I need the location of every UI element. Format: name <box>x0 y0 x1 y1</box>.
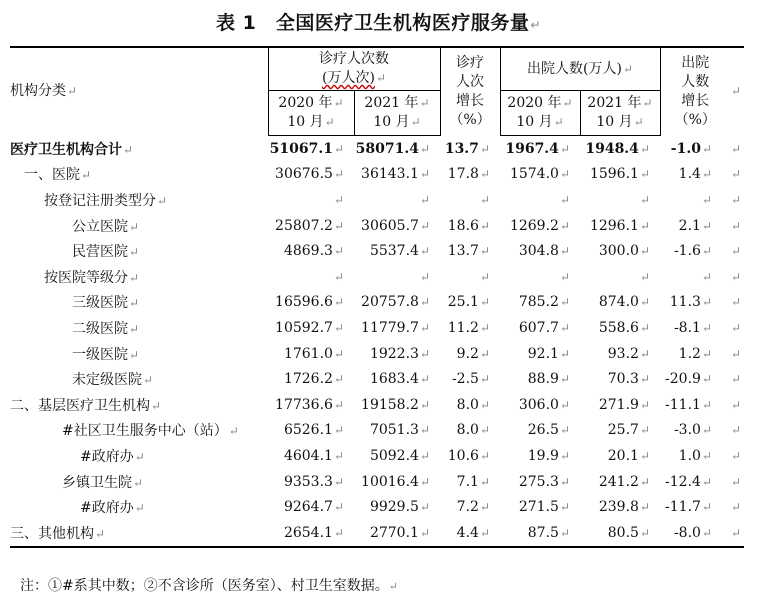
visits-2020: 9264.7↵ <box>283 499 344 516</box>
visits-2020: 16596.6↵ <box>275 294 344 311</box>
row-name: 按医院等级分↵ <box>44 269 140 286</box>
visits-2021: ↵ <box>419 192 430 207</box>
row-end-mark: ↵ <box>731 192 742 207</box>
visits-2020: ↵ <box>333 269 344 284</box>
visits-growth: 11.2↵ <box>447 319 490 336</box>
visits-2020: ↵ <box>333 192 344 207</box>
visits-growth: 7.1↵ <box>456 473 490 490</box>
row-end-mark: ↵ <box>731 448 742 463</box>
visits-2021: 9929.5↵ <box>369 499 430 516</box>
discharge-2020: 1574.0↵ <box>509 166 570 183</box>
discharge-2020: 19.9↵ <box>527 447 570 464</box>
discharge-2021: 93.2↵ <box>607 345 650 362</box>
row-name: 公立医院↵ <box>72 218 140 235</box>
discharge-growth: -1.0↵ <box>670 140 712 157</box>
table-title: 表 1 全国医疗卫生机构医疗服务量↵ <box>216 12 541 34</box>
table-row <box>10 238 744 264</box>
visits-growth: 25.1↵ <box>447 294 490 311</box>
visits-2021: 5092.4↵ <box>369 447 430 464</box>
discharge-2020: 785.2↵ <box>518 294 570 311</box>
row-name: 三级医院↵ <box>72 295 140 312</box>
visits-2020: 30676.5↵ <box>275 166 344 183</box>
table-row <box>10 136 744 162</box>
discharge-2021: 558.6↵ <box>598 319 650 336</box>
discharge-2020: 304.8↵ <box>518 243 570 260</box>
row-name: 三、其他机构↵ <box>10 520 268 547</box>
visits-growth: 9.2↵ <box>456 345 490 362</box>
discharge-2021: 239.8↵ <box>598 499 650 516</box>
row-name: 一、医院↵ <box>24 167 92 184</box>
discharge-2021: 20.1↵ <box>607 447 650 464</box>
discharge-2020: 607.7↵ <box>518 319 570 336</box>
visits-growth: 13.7↵ <box>447 243 490 260</box>
row-end-mark: ↵ <box>731 167 742 182</box>
discharge-2021: 300.0↵ <box>598 243 650 260</box>
visits-2021: 58071.4↵ <box>355 140 430 157</box>
discharge-2021: 70.3↵ <box>607 371 650 388</box>
row-end-mark: ↵ <box>731 320 742 335</box>
table-row <box>10 162 744 188</box>
discharge-growth: -12.4↵ <box>665 473 712 490</box>
row-end-mark: ↵ <box>731 372 742 387</box>
discharge-2020: 1269.2↵ <box>509 217 570 234</box>
header-visits-2021: 2021 年↵ 10 月↵ <box>354 91 440 136</box>
visits-2021: 10016.4↵ <box>361 473 430 490</box>
discharge-growth: ↵ <box>701 269 712 284</box>
row-end-mark: ↵ <box>731 423 742 438</box>
discharge-2021: 1296.1↵ <box>589 217 650 234</box>
table-row <box>10 264 744 290</box>
discharge-2021: 25.7↵ <box>607 422 650 439</box>
visits-growth: 8.0↵ <box>456 396 490 413</box>
row-name: 乡镇卫生院↵ <box>62 474 144 491</box>
row-name: 按登记注册类型分↵ <box>44 192 168 209</box>
visits-2021: 20757.8↵ <box>361 294 430 311</box>
visits-2021: 1922.3↵ <box>369 345 430 362</box>
table-row <box>10 418 744 444</box>
discharge-2021: ↵ <box>639 192 650 207</box>
discharge-growth: -11.7↵ <box>665 499 712 516</box>
discharge-growth: -3.0↵ <box>673 422 712 439</box>
discharge-2020: 88.9↵ <box>527 371 570 388</box>
header-discharge-2021: 2021 年↵ 10 月↵ <box>580 91 660 136</box>
visits-2021: ↵ <box>419 269 430 284</box>
header-visits-group: 诊疗人次数 (万人次)↵ <box>268 47 440 91</box>
table-row <box>10 494 744 520</box>
visits-2021: 36143.1↵ <box>361 166 430 183</box>
table-row <box>10 392 744 418</box>
visits-2021: 1683.4↵ <box>369 371 430 388</box>
visits-2020: 4869.3↵ <box>283 243 344 260</box>
table-row <box>10 469 744 495</box>
visits-growth: ↵ <box>479 192 490 207</box>
visits-2021: 30605.7↵ <box>361 217 430 234</box>
discharge-2021: 1596.1↵ <box>589 166 650 183</box>
discharge-2021: 1948.4↵ <box>585 140 650 157</box>
row-end-mark: ↵ <box>731 218 742 233</box>
visits-growth: ↵ <box>479 269 490 284</box>
visits-2021: 19158.2↵ <box>361 396 430 413</box>
row-name: 二、基层医疗卫生机构↵ <box>10 397 162 414</box>
header-visits-growth: 诊疗 人次 增长 （%） <box>440 47 500 136</box>
visits-2020: 25807.2↵ <box>275 217 344 234</box>
table-row <box>10 520 744 547</box>
visits-2021: 7051.3↵ <box>369 422 430 439</box>
visits-growth: 17.8↵ <box>447 166 490 183</box>
visits-growth: -2.5↵ <box>451 371 490 388</box>
visits-2020: 9353.3↵ <box>283 473 344 490</box>
discharge-growth: 1.0↵ <box>678 447 712 464</box>
table-footnote: 注：①#系其中数；②不含诊所（医务室）、村卫生室数据。↵ <box>20 578 398 594</box>
visits-growth: 8.0↵ <box>456 422 490 439</box>
row-end-mark: ↵ <box>730 520 744 547</box>
row-name: 二级医院↵ <box>72 320 140 337</box>
discharge-2020: 26.5↵ <box>527 422 570 439</box>
discharge-2020: 87.5↵ <box>500 520 580 547</box>
discharge-growth: 11.3↵ <box>669 294 712 311</box>
row-name: #政府办↵ <box>80 500 145 517</box>
row-end-mark: ↵ <box>731 346 742 361</box>
discharge-growth: -20.9↵ <box>665 371 712 388</box>
row-name: 医疗卫生机构合计↵ <box>10 141 134 158</box>
discharge-2020: ↵ <box>559 192 570 207</box>
visits-2020: 1726.2↵ <box>283 371 344 388</box>
table-row <box>10 366 744 392</box>
visits-2021: 2770.1↵ <box>354 520 440 547</box>
visits-2021: 11779.7↵ <box>361 319 430 336</box>
discharge-2021: 241.2↵ <box>598 473 650 490</box>
visits-2020: 1761.0↵ <box>283 345 344 362</box>
row-name: 民营医院↵ <box>72 244 140 261</box>
row-end-mark: ↵ <box>731 295 742 310</box>
row-name: #社区卫生服务中心（站）↵ <box>62 423 239 440</box>
table-row <box>10 341 744 367</box>
row-end-mark: ↵ <box>731 244 742 259</box>
visits-2020: 10592.7↵ <box>275 319 344 336</box>
row-name: #政府办↵ <box>80 448 145 465</box>
discharge-growth: -1.6↵ <box>673 243 712 260</box>
discharge-growth: 2.1↵ <box>678 217 712 234</box>
discharge-2021: 80.5↵ <box>580 520 660 547</box>
visits-2020: 2654.1↵ <box>268 520 354 547</box>
visits-2020: 4604.1↵ <box>283 447 344 464</box>
header-discharge-group: 出院人数(万人)↵ <box>500 47 660 91</box>
row-end-mark: ↵ <box>731 474 742 489</box>
discharge-2021: ↵ <box>639 269 650 284</box>
row-end-mark: ↵ <box>731 500 742 515</box>
discharge-growth: 1.4↵ <box>678 166 712 183</box>
table-row <box>10 443 744 469</box>
visits-2020: 51067.1↵ <box>269 140 344 157</box>
discharge-2020: ↵ <box>559 269 570 284</box>
visits-growth: 18.6↵ <box>447 217 490 234</box>
header-visits-2020: 2020 年↵ 10 月↵ <box>268 91 354 136</box>
medical-service-table <box>10 46 744 548</box>
row-end-mark: ↵ <box>731 397 742 412</box>
discharge-growth: ↵ <box>701 192 712 207</box>
discharge-growth: -8.1↵ <box>673 319 712 336</box>
discharge-2021: 271.9↵ <box>598 396 650 413</box>
paragraph-mark-icon: ↵ <box>530 18 541 32</box>
table-row <box>10 187 744 213</box>
visits-growth: 13.7↵ <box>444 140 490 157</box>
row-end-mark: ↵ <box>731 141 742 156</box>
table-row <box>10 315 744 341</box>
row-end-mark: ↵ <box>731 269 742 284</box>
visits-2021: 5537.4↵ <box>369 243 430 260</box>
discharge-2020: 92.1↵ <box>527 345 570 362</box>
discharge-2020: 306.0↵ <box>518 396 570 413</box>
visits-growth: 4.4↵ <box>440 520 500 547</box>
discharge-2020: 275.3↵ <box>518 473 570 490</box>
row-name: 一级医院↵ <box>72 346 140 363</box>
table-row <box>10 213 744 239</box>
discharge-2021: 874.0↵ <box>598 294 650 311</box>
discharge-growth: -8.0↵ <box>660 520 730 547</box>
visits-growth: 10.6↵ <box>447 447 490 464</box>
discharge-2020: 271.5↵ <box>518 499 570 516</box>
discharge-growth: -11.1↵ <box>665 396 712 413</box>
discharge-growth: 1.2↵ <box>678 345 712 362</box>
row-name: 未定级医院↵ <box>72 372 154 389</box>
discharge-2020: 1967.4↵ <box>505 140 570 157</box>
visits-growth: 7.2↵ <box>456 499 490 516</box>
visits-2020: 17736.6↵ <box>275 396 344 413</box>
header-discharge-2020: 2020 年↵ 10 月↵ <box>500 91 580 136</box>
header-discharge-growth: 出院 人数 增长 （%） <box>660 47 730 136</box>
header-category: 机构分类↵ <box>10 47 268 136</box>
visits-2020: 6526.1↵ <box>283 422 344 439</box>
row-end-mark: ↵ <box>730 47 744 136</box>
table-row <box>10 290 744 316</box>
